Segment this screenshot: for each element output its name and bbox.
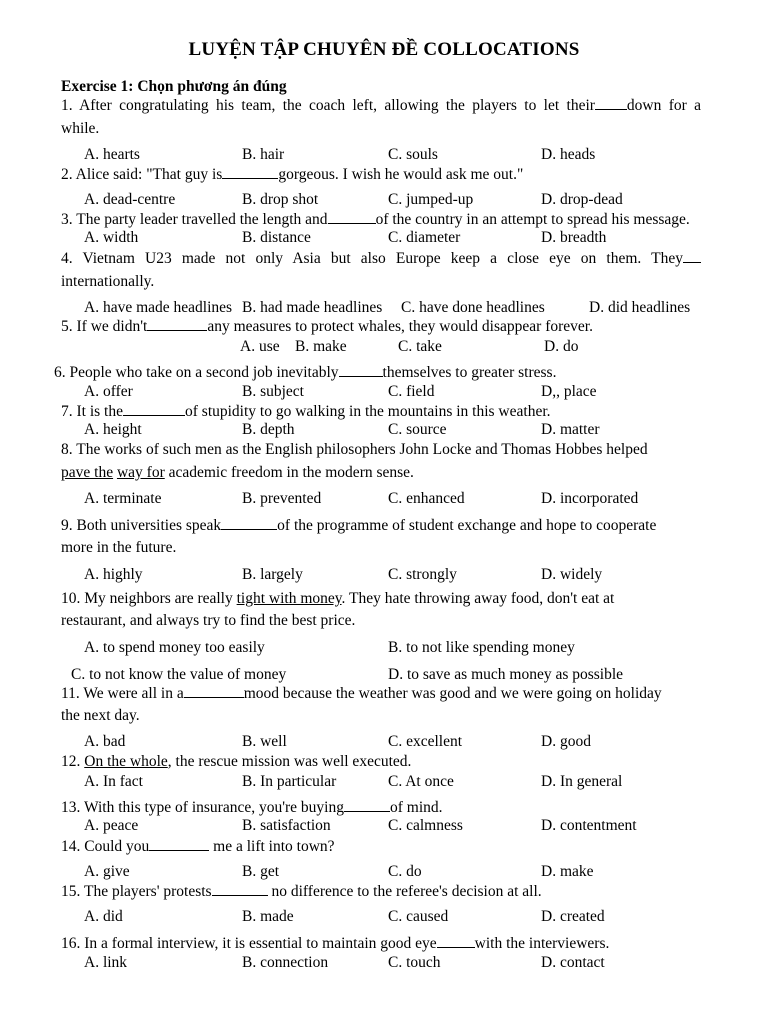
question-16-option-d: D. contact <box>541 954 605 971</box>
question-9-text: 9. Both universities speak <box>61 517 222 534</box>
question-10-stem-line2: restaurant, and always try to find the best price. <box>61 612 356 629</box>
answer-blank <box>339 362 383 377</box>
question-9-stem <box>61 515 701 536</box>
question-12-option-d: D. In general <box>541 773 623 790</box>
question-13-option-c: C. calmness <box>388 817 463 834</box>
question-7-option-d: D. matter <box>541 421 600 438</box>
question-5-option-b: B. make <box>295 338 347 355</box>
question-13-stem <box>61 797 701 818</box>
question-15-text-end: no difference to the referee's decision at all. <box>267 883 542 900</box>
answer-blank <box>123 401 185 416</box>
question-11-text-end: mood because the weather was good and we were going on holiday <box>243 685 662 702</box>
question-1-option-d: D. heads <box>541 146 596 163</box>
question-9-text-end: of the programme of student exchange and hope to cooperate <box>277 517 657 534</box>
question-1-option-a: A. hearts <box>84 146 140 163</box>
question-3-option-d: D. breadth <box>541 229 607 246</box>
question-13-option-a: A. peace <box>84 817 139 834</box>
question-14-option-b: B. get <box>242 863 280 880</box>
question-2-text: 2. Alice said: "That guy is <box>61 166 223 183</box>
question-4-option-d: D. did headlines <box>589 299 691 316</box>
question-3-option-c: C. diameter <box>388 229 461 246</box>
answer-blank <box>595 95 627 110</box>
exercise-heading: Exercise 1: Chọn phương án đúng <box>61 78 287 95</box>
question-15-option-a: A. did <box>84 908 123 925</box>
question-7-stem <box>61 401 701 422</box>
question-16-option-a: A. link <box>84 954 128 971</box>
question-11-option-b: B. well <box>242 733 287 750</box>
question-9-option-b: B. largely <box>242 566 303 583</box>
question-7-text-end: of stupidity to go walking in the mountains in this weather. <box>185 403 551 420</box>
question-6-option-c: C. field <box>388 383 435 400</box>
question-8-option-c: C. enhanced <box>388 490 465 507</box>
answer-blank <box>149 836 209 851</box>
answer-blank <box>221 515 277 530</box>
question-15-option-c: C. caused <box>388 908 449 925</box>
question-4-option-b: B. had made headlines <box>242 299 383 316</box>
question-1-stem <box>61 95 701 116</box>
question-10-option-a: A. to spend money too easily <box>84 639 265 656</box>
question-12-option-c: C. At once <box>388 773 454 790</box>
question-2-option-d: D. drop-dead <box>541 191 623 208</box>
question-3-text: 3. The party leader travelled the length and <box>61 211 328 228</box>
question-8-option-b: B. prevented <box>242 490 322 507</box>
question-11-text: 11. We were all in a <box>61 685 184 702</box>
question-13-option-d: D. contentment <box>541 817 637 834</box>
answer-blank <box>222 164 278 179</box>
question-6-text: 6. People who take on a second job inevitably <box>54 364 339 381</box>
question-14-stem <box>61 836 701 857</box>
question-6-text-end: themselves to greater stress. <box>382 364 557 381</box>
question-10-option-b: B. to not like spending money <box>388 639 575 656</box>
question-11-option-d: D. good <box>541 733 591 750</box>
question-12-text-end: , the rescue mission was well executed. <box>167 753 412 770</box>
answer-blank <box>437 933 475 948</box>
question-10-option-d: D. to save as much money as possible <box>388 666 624 683</box>
question-8-option-a: A. terminate <box>84 490 162 507</box>
question-15-stem <box>61 881 701 902</box>
question-15-text: 15. The players' protests <box>61 883 212 900</box>
question-10-stem <box>61 589 701 609</box>
answer-blank <box>147 316 207 331</box>
question-1-text: 1. After congratulating his team, the coach left, allowing the players to let their <box>61 97 595 114</box>
question-6-option-a: A. offer <box>84 383 133 400</box>
question-12-number: 12. <box>61 753 81 770</box>
question-16-option-b: B. connection <box>242 954 329 971</box>
question-6-option-d: D,, place <box>541 383 597 400</box>
question-7-option-c: C. source <box>388 421 447 438</box>
answer-blank <box>344 797 390 812</box>
question-8-stem-line2 <box>61 463 701 483</box>
question-16-text-end: with the interviewers. <box>474 935 610 952</box>
page-title: LUYỆN TẬP CHUYÊN ĐỀ COLLOCATIONS <box>188 39 580 60</box>
answer-blank <box>184 683 244 698</box>
question-5-option-a: A. use <box>240 338 280 355</box>
question-9-option-c: C. strongly <box>388 566 457 583</box>
question-12-option-a: A. In fact <box>84 773 143 790</box>
underlined-phrase: way for <box>116 464 165 481</box>
question-11-option-c: C. excellent <box>388 733 463 750</box>
question-6-option-b: B. subject <box>242 383 304 400</box>
question-5-text-end: any measures to protect whales, they would disappear forever. <box>207 318 593 335</box>
question-12-stem <box>61 752 701 772</box>
question-14-text-end: me a lift into town? <box>209 838 335 855</box>
question-6-stem <box>54 362 556 383</box>
question-4-stem <box>61 248 701 269</box>
question-2-option-b: B. drop shot <box>242 191 319 208</box>
question-14-option-c: C. do <box>388 863 422 880</box>
question-2-stem <box>61 164 701 185</box>
question-9-option-a: A. highly <box>84 566 143 583</box>
question-7-option-a: A. height <box>84 421 142 438</box>
question-10-text-end: . They hate throwing away food, don't eat at <box>341 590 615 607</box>
question-5-stem <box>61 316 701 337</box>
answer-blank <box>683 248 701 263</box>
question-5-option-c: C. take <box>398 338 442 355</box>
question-4-stem-line2: internationally. <box>61 273 155 290</box>
question-11-stem-line2: the next day. <box>61 707 140 724</box>
question-13-option-b: B. satisfaction <box>242 817 331 834</box>
question-7-text: 7. It is the <box>61 403 123 420</box>
question-4-text: 4. Vietnam U23 made not only Asia but also Europe keep a close eye on them. They <box>61 250 683 267</box>
question-1-option-c: C. souls <box>388 146 438 163</box>
question-9-option-d: D. widely <box>541 566 603 583</box>
underlined-phrase: pave the <box>61 464 114 481</box>
question-2-option-a: A. dead-centre <box>84 191 176 208</box>
question-15-option-b: B. made <box>242 908 294 925</box>
question-11-stem <box>61 683 701 704</box>
question-3-stem <box>61 209 701 230</box>
question-16-text: 16. In a formal interview, it is essential to maintain good eye <box>61 935 437 952</box>
question-8-option-d: D. incorporated <box>541 490 639 507</box>
underlined-phrase: tight with money <box>236 590 342 607</box>
question-12-option-b: B. In particular <box>242 773 337 790</box>
question-2-text-end: gorgeous. I wish he would ask me out." <box>278 166 524 183</box>
question-13-text: 13. With this type of insurance, you're buying <box>61 799 344 816</box>
question-8-text-end: academic freedom in the modern sense. <box>168 464 414 481</box>
question-1-stem-line2: while. <box>61 120 100 137</box>
question-4-option-a: A. have made headlines <box>84 299 233 316</box>
answer-blank <box>212 881 268 896</box>
question-7-option-b: B. depth <box>242 421 295 438</box>
question-16-stem <box>61 933 701 954</box>
question-9-stem-line2: more in the future. <box>61 539 177 556</box>
question-1-option-b: B. hair <box>242 146 285 163</box>
question-10-text: 10. My neighbors are really <box>61 590 233 607</box>
question-3-option-b: B. distance <box>242 229 311 246</box>
question-14-option-d: D. make <box>541 863 594 880</box>
answer-blank <box>328 209 376 224</box>
question-13-text-end: of mind. <box>390 799 443 816</box>
question-4-option-c: C. have done headlines <box>401 299 545 316</box>
question-14-text: 14. Could you <box>61 838 150 855</box>
question-14-option-a: A. give <box>84 863 130 880</box>
question-16-option-c: C. touch <box>388 954 441 971</box>
question-10-option-c: C. to not know the value of money <box>71 666 287 683</box>
question-8-stem: 8. The works of such men as the English philosophers John Locke and Thomas Hobbes helped <box>61 441 648 458</box>
question-3-option-a: A. width <box>84 229 139 246</box>
question-11-option-a: A. bad <box>84 733 126 750</box>
question-3-text-end: of the country in an attempt to spread his message. <box>375 211 690 228</box>
question-5-text: 5. If we didn't <box>61 318 148 335</box>
question-5-option-d: D. do <box>544 338 579 355</box>
question-2-option-c: C. jumped-up <box>388 191 474 208</box>
question-15-option-d: D. created <box>541 908 605 925</box>
underlined-phrase: On the whole <box>84 753 168 770</box>
question-1-text-end: down for a <box>626 97 701 114</box>
